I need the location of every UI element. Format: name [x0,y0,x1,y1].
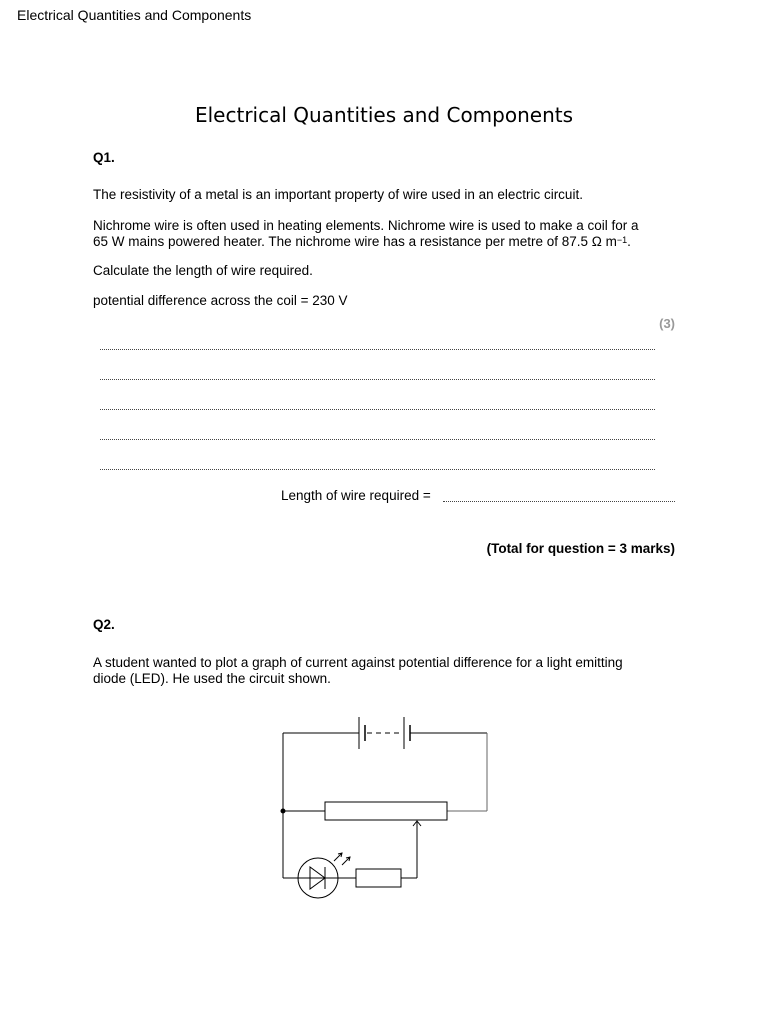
circuit-diagram [270,705,500,905]
answer-label: Length of wire required = [281,488,431,503]
battery-symbol [359,717,410,749]
question-1-given-value: potential difference across the coil = 230 V [93,293,348,308]
led-symbol [298,853,350,898]
question-2-intro-line-1: A student wanted to plot a graph of current against potential difference for a light emitting [93,655,623,670]
running-header: Electrical Quantities and Components [17,7,252,23]
sentence-end: . [627,234,631,249]
rheostat-symbol [325,802,447,820]
question-1-context-line-2-text: 65 W mains powered heater. The nichrome wire has a resistance per metre of 87.5 Ω m [93,234,617,249]
answer-line-5[interactable] [100,469,655,470]
question-1-context [93,218,683,250]
answer-line-4[interactable] [100,439,655,440]
question-2-number: Q2. [93,617,115,632]
question-1-instruction: Calculate the length of wire required. [93,263,313,278]
question-1-intro: The resistivity of a metal is an important property of wire used in an electric circuit. [93,187,583,202]
question-1-context-line-2 [93,234,683,250]
answer-line-2[interactable] [100,379,655,380]
question-2-intro-line-2: diode (LED). He used the circuit shown. [93,671,331,686]
answer-line-3[interactable] [100,409,655,410]
question-2-intro [93,655,683,687]
resistor-symbol [356,869,401,887]
answer-line-1[interactable] [100,349,655,350]
question-1-marks: (3) [659,316,675,331]
question-1-total: (Total for question = 3 marks) [486,541,675,556]
question-1-context-line-1: Nichrome wire is often used in heating elements. Nichrome wire is used to make a coil for a [93,218,639,233]
answer-field[interactable] [443,501,675,502]
question-1-number: Q1. [93,150,115,165]
unit-exponent: −1 [616,235,628,245]
slider-arrow [413,821,421,878]
page-title: Electrical Quantities and Components [194,103,574,127]
